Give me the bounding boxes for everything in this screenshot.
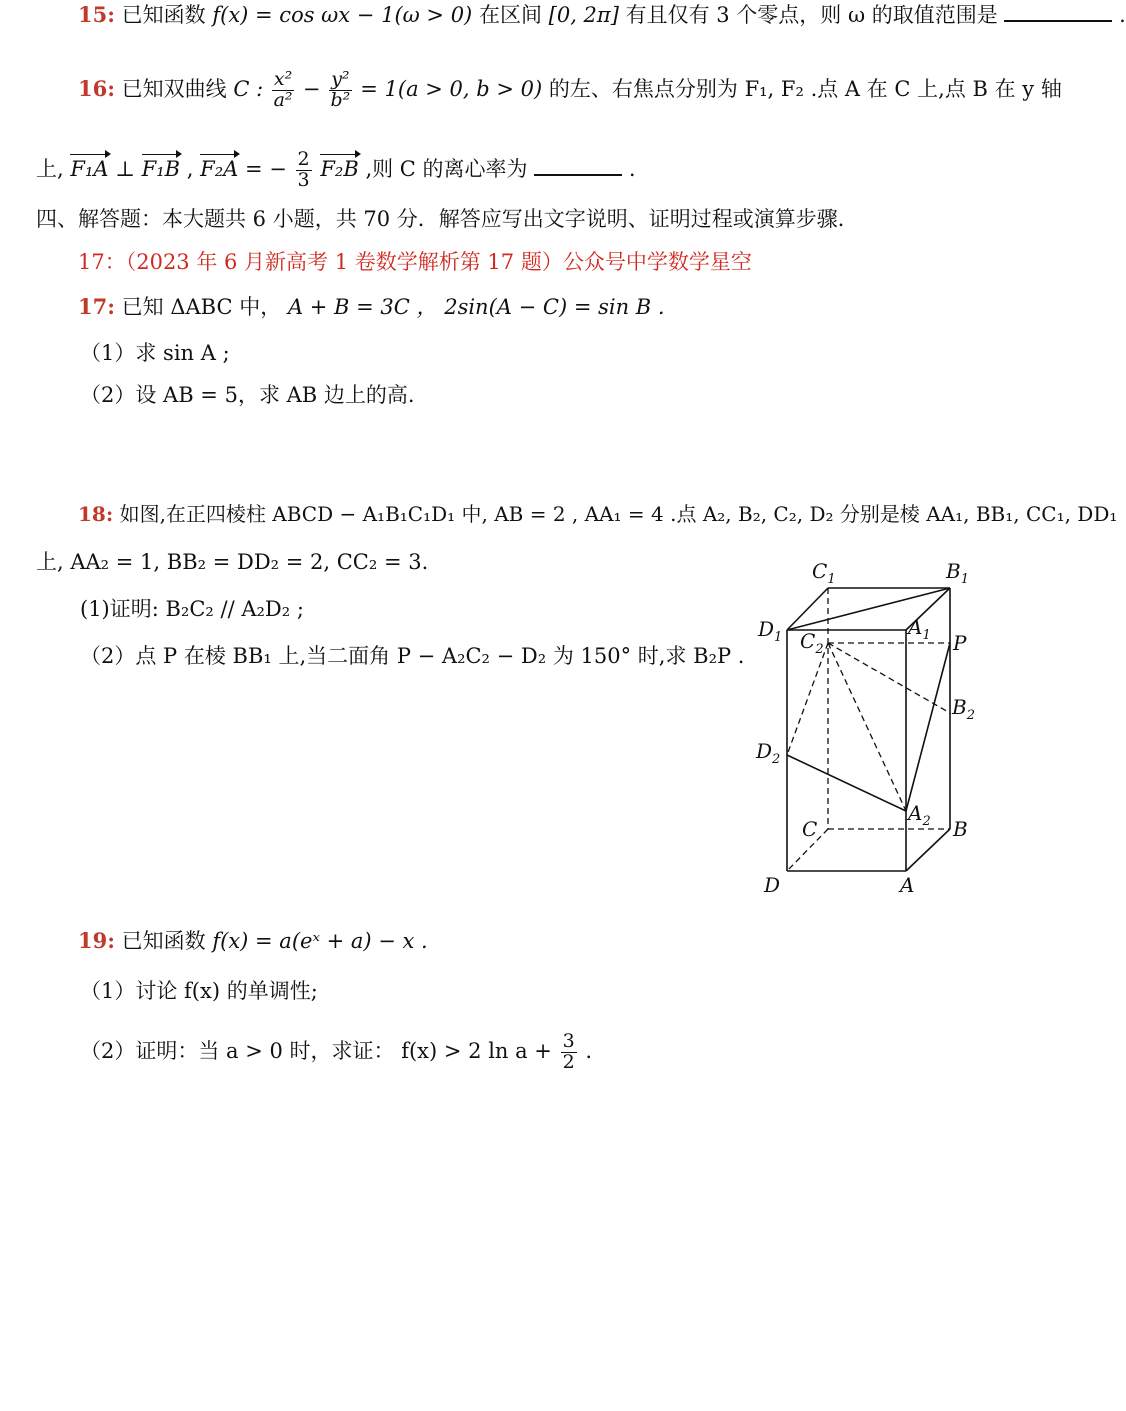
q16-frac-bottom: 3	[297, 168, 310, 191]
q17-formula: A + B = 3C ， 2sin(A − C) = sin B .	[287, 295, 665, 319]
label-D2: $D_2$	[756, 739, 781, 767]
edge-D1-C1	[787, 588, 828, 630]
label-D1: $D_1$	[758, 617, 783, 645]
hidden-segment-C2-B2	[828, 643, 950, 713]
q17-part1: （1）求 sin A ;	[80, 341, 230, 365]
q19-part2	[80, 1032, 592, 1073]
label-C1: $C_1$	[812, 559, 836, 587]
hidden-segment-C2-A2	[828, 643, 906, 811]
q15-number: 15:	[78, 2, 115, 27]
q15-text-a: 已知函数	[121, 3, 206, 27]
q19-frac-three-halves	[561, 1032, 577, 1073]
q16-vector-f2a: F₂A	[200, 156, 239, 181]
q18-text-a: 如图,在正四棱柱 ABCD − A₁B₁C₁D₁ 中, AB = 2 , AA₁ = 4 .点 A₂, B₂, C₂, D₂ 分别是棱 AA₁, BB₁, CC₁, DD₁	[119, 502, 1118, 526]
q16-curve-name: C :	[233, 76, 264, 101]
q17-number: 17:	[78, 294, 115, 319]
q16-comma: ,	[186, 156, 194, 181]
q15-text-b: 在区间	[478, 3, 542, 27]
q17-source-note: 17：（2023 年 6 月新高考 1 卷数学解析第 17 题）公众号中学数学星空	[78, 250, 752, 274]
q16-rhs: = 1(a > 0, b > 0)	[360, 76, 543, 101]
hidden-segment-C2-D2	[787, 643, 828, 755]
segment-A2-P	[906, 643, 950, 811]
section-4-heading: 四、解答题：本大题共 6 小题，共 70 分．解答应写出文字说明、证明过程或演算步骤．	[36, 207, 859, 231]
q19-line	[78, 928, 428, 954]
q17-text-a: 已知 ΔABC 中，	[121, 295, 282, 319]
q18-part1: (1)证明: B₂C₂ // A₂D₂ ;	[80, 597, 304, 621]
label-B1: $B_1$	[946, 559, 969, 587]
q16-vector-f1b: F₁B	[141, 156, 181, 181]
q16-frac-y	[329, 70, 351, 111]
label-C: C	[802, 817, 818, 841]
q16-line1	[78, 70, 1062, 111]
q15-interval: [0, 2π]	[548, 3, 619, 27]
q16-line2-b: ,则 C 的离心率为	[365, 156, 528, 181]
q18-line2: 上, AA₂ = 1, BB₂ = DD₂ = 2, CC₂ = 3.	[36, 550, 429, 574]
q16-frac-x	[272, 70, 294, 111]
q18-part2: （2）点 P 在棱 BB₁ 上,当二面角 P − A₂C₂ − D₂ 为 150° 时,求 B₂P .	[80, 644, 745, 668]
label-B: B	[953, 817, 968, 841]
q19-part2-text: （2）证明：当 a > 0 时，求证： f(x) > 2 ln a +	[80, 1038, 552, 1063]
segment-D2-A2	[787, 755, 906, 811]
q19-text-a: 已知函数	[121, 929, 206, 953]
q16-line2-a: 上,	[36, 156, 64, 181]
label-B2: $B_2$	[952, 695, 975, 723]
label-D: D	[764, 873, 781, 897]
q15-text-c: 有且仅有 3 个零点，则 ω 的取值范围是	[625, 3, 998, 27]
q15-formula: f(x) = cos ωx − 1(ω > 0)	[212, 3, 473, 27]
edge-D1-B1	[787, 588, 950, 630]
q16-vector-f2b: F₂B	[320, 156, 359, 181]
q16-number: 16:	[78, 75, 115, 101]
q16-line2	[36, 150, 636, 191]
q16-vector-f1a: F₁A	[70, 156, 109, 181]
q16-perp: ⊥	[115, 156, 135, 181]
q16-frac-two-thirds	[296, 150, 312, 191]
label-P: P	[953, 631, 967, 655]
q16-frac-top: 2	[297, 148, 310, 170]
q15-answer-blank[interactable]	[1004, 19, 1112, 22]
q16-tail: .	[628, 156, 636, 181]
q19-frac-top: 3	[562, 1030, 575, 1052]
q19-formula: f(x) = a(eˣ + a) − x .	[212, 929, 428, 953]
label-A1: $A_1$	[908, 615, 931, 643]
q19-number: 19:	[78, 928, 115, 953]
q15-tail: .	[1119, 3, 1126, 27]
q16-frac-x-bottom: a²	[273, 88, 293, 111]
q16-text-b: 的左、右焦点分别为 F₁, F₂ .点 A 在 C 上,点 B 在 y 轴	[548, 76, 1062, 101]
q18-line1	[78, 502, 1117, 526]
q15-line	[78, 2, 1126, 28]
label-C2: $C_2$	[800, 629, 824, 657]
q16-minus: −	[302, 76, 321, 101]
q19-tail: .	[585, 1038, 593, 1063]
q19-frac-bottom: 2	[562, 1050, 575, 1073]
q17-part2: （2）设 AB = 5，求 AB 边上的高.	[80, 383, 415, 407]
q19-part1: （1）讨论 f(x) 的单调性;	[80, 979, 318, 1003]
q16-frac-y-top: y²	[331, 68, 350, 90]
q18-number: 18:	[78, 502, 114, 526]
edge-A-B	[906, 829, 950, 871]
q16-text-a: 已知双曲线	[121, 76, 227, 101]
label-A: A	[900, 873, 915, 897]
label-A2: $A_2$	[908, 801, 931, 829]
q17-line	[78, 294, 665, 320]
q16-answer-blank[interactable]	[534, 173, 622, 176]
prism-figure	[740, 548, 980, 900]
q16-frac-y-bottom: b²	[330, 88, 351, 111]
q16-frac-x-top: x²	[273, 68, 293, 90]
q16-eq: = −	[244, 156, 287, 181]
